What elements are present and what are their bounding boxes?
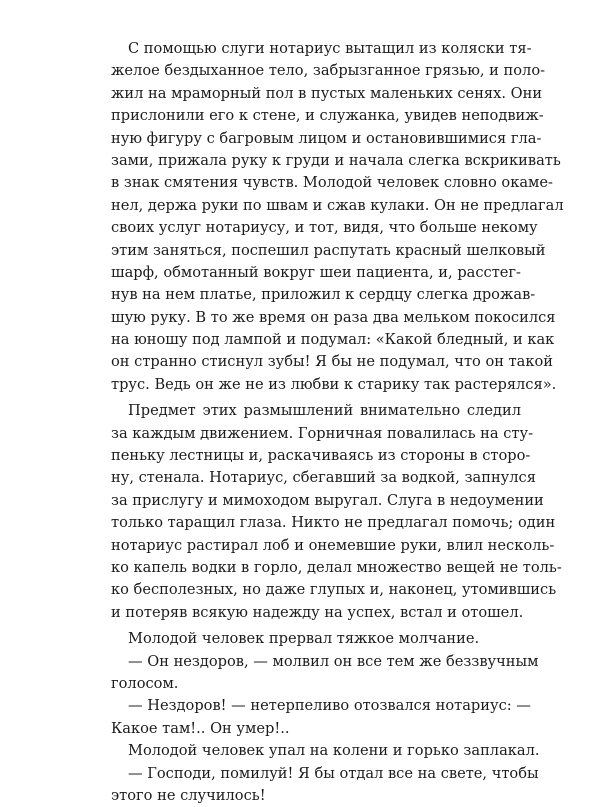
text-line: — Господи, помилуй! Я бы отдал все на свете, чтобы: [111, 763, 521, 785]
text-line: ко капель водки в горло, делал множество вещей не толь-: [111, 557, 521, 579]
paragraph: [111, 628, 521, 650]
text-line: прислонили его к стене, и служанка, увидев неподвиж-: [111, 105, 521, 127]
text-line: С помощью слуги нотариус вытащил из коляски тя-: [111, 38, 521, 60]
text-line: Какое там!.. Он умер!..: [111, 718, 521, 740]
text-line: за прислугу и мимоходом выругал. Слуга в недоумении: [111, 490, 521, 512]
text-line: желое бездыханное тело, забрызганное грязью, и поло-: [111, 60, 521, 82]
text-line: — Нездоров! — нетерпеливо отозвался нотариус: —: [111, 695, 521, 717]
paragraph: [111, 763, 521, 807]
text-line: жил на мраморный пол в пустых маленьких сенях. Они: [111, 83, 521, 105]
text-line: Молодой человек упал на колени и горько заплакал.: [111, 740, 521, 762]
text-line: он странно стиснул зубы! Я бы не подумал, что он такой: [111, 351, 521, 373]
text-line: шарф, обмотанный вокруг шеи пациента, и, расстег-: [111, 262, 521, 284]
text-line: только таращил глаза. Никто не предлагал помочь; один: [111, 512, 521, 534]
text-line: нел, держа руки по швам и сжав кулаки. Он не предлагал: [111, 195, 521, 217]
paragraph: [111, 400, 521, 624]
text-line: нув на нем платье, приложил к сердцу слегка дрожав-: [111, 284, 521, 306]
text-line: нотариус растирал лоб и онемевшие руки, влил несколь-: [111, 535, 521, 557]
text-line: и потеряв всякую надежду на успех, встал и отошел.: [111, 602, 521, 624]
text-line: ко бесполезных, но даже глупых и, наконец, утомившись: [111, 579, 521, 601]
page-text: [111, 38, 521, 807]
text-line: пеньку лестницы и, раскачиваясь из стороны в сторо-: [111, 445, 521, 467]
text-line: ну, стенала. Нотариус, сбегавший за водкой, запнулся: [111, 467, 521, 489]
text-line: этим заняться, поспешил распутать красный шелковый: [111, 240, 521, 262]
paragraph: [111, 695, 521, 740]
paragraph: [111, 740, 521, 762]
text-line: — Он нездоров, — молвил он все тем же беззвучным: [111, 651, 521, 673]
text-line: трус. Ведь он же не из любви к старику так растерялся».: [111, 374, 521, 396]
text-line: шую руку. В то же время он раза два мельком покосился: [111, 307, 521, 329]
text-line: на юношу под лампой и подумал: «Какой бледный, и как: [111, 329, 521, 351]
paragraph: [111, 651, 521, 696]
text-line: ную фигуру с багровым лицом и остановившимися гла-: [111, 128, 521, 150]
text-line: этого не случилось!: [111, 785, 521, 807]
text-line: своих услуг нотариусу, и тот, видя, что больше некому: [111, 217, 521, 239]
text-line: в знак смятения чувств. Молодой человек словно окаме-: [111, 172, 521, 194]
paragraph: [111, 38, 521, 396]
text-line: за каждым движением. Горничная повалилась на сту-: [111, 423, 521, 445]
text-line: Предмет этих размышлений внимательно следил: [111, 400, 521, 422]
text-line: голосом.: [111, 673, 521, 695]
text-line: Молодой человек прервал тяжкое молчание.: [111, 628, 521, 650]
text-line: зами, прижала руку к груди и начала слегка вскрикивать: [111, 150, 521, 172]
